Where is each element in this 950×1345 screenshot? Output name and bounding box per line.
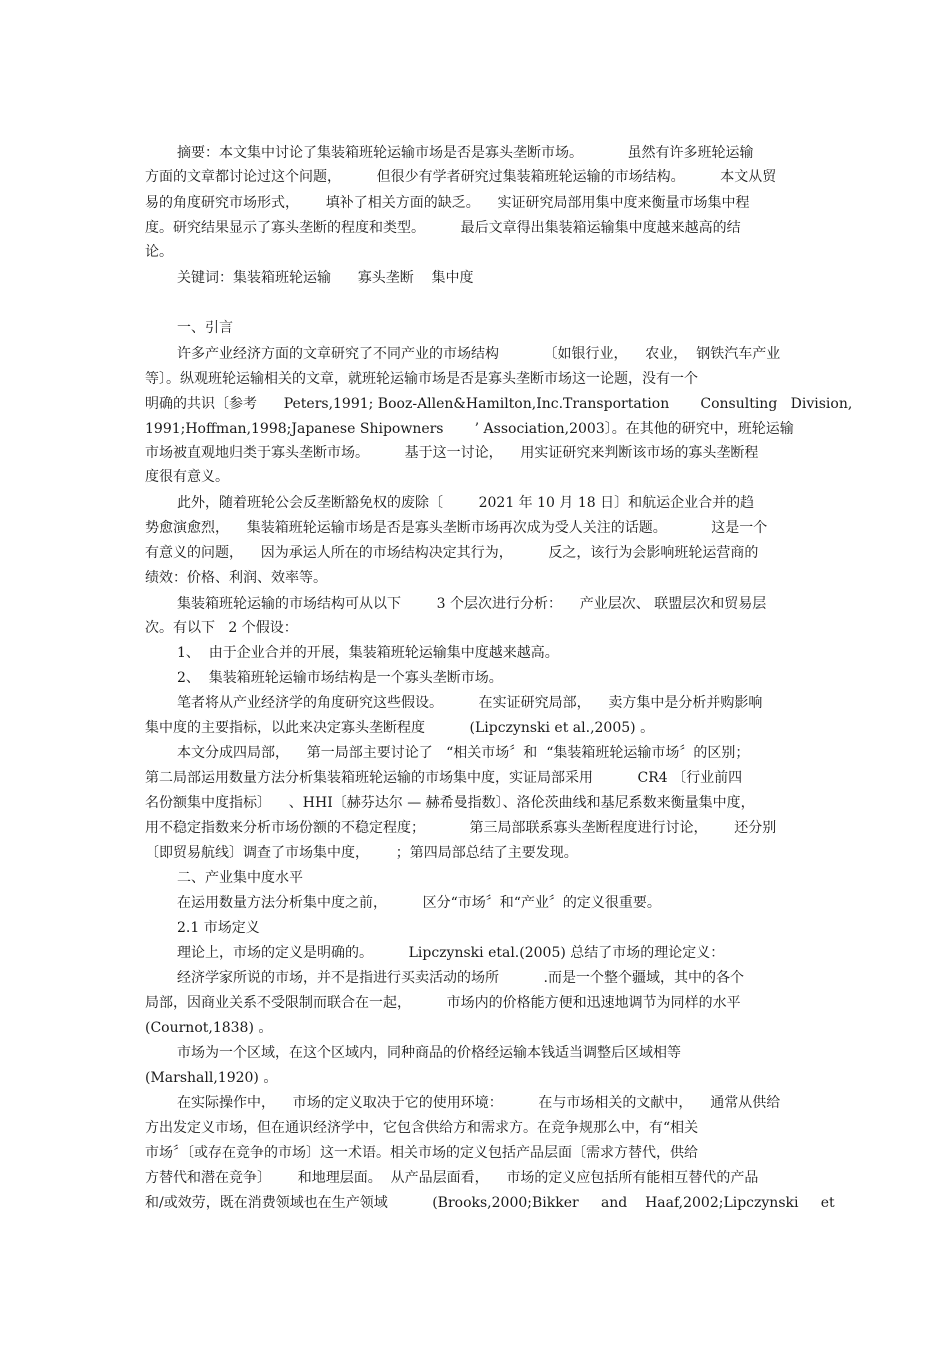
body-line: 第二局部运用数量方法分析集装箱班轮运输的市场集中度，实证局部采用 CR4 〔行业前四 (145, 770, 743, 786)
quote-line: (Marshall,1920) 。 (145, 1070, 278, 1086)
body-line: 和/或效劳，既在消费领域也在生产领域 (Brooks,2000;Bikker and Haaf,2002;Lipczynski et (145, 1195, 835, 1211)
quote-line: 经济学家所说的市场，并不是指进行买卖活动的场所 .而是一个整个疆域，其中的各个 (177, 970, 744, 986)
body-line: 集中度的主要指标，以此来决定寡头垄断程度 (Lipczynski et al.,2005) 。 (145, 720, 655, 736)
body-line: 〔即贸易航线〕调查了市场集中度， ；第四局部总结了主要发现。 (145, 845, 578, 861)
abstract-line: 论。 (145, 244, 173, 260)
body-line: 理论上，市场的定义是明确的。 Lipczynski etal.(2005) 总结了市场的理论定义： (177, 945, 725, 961)
body-line: 方出发定义市场，但在通识经济学中，它包含供给方和需求方。在竞争规那么中，有“相关 (145, 1120, 699, 1136)
quote-line: 市场为一个区域，在这个区域内，同种商品的价格经运输本钱适当调整后区域相等 (177, 1045, 681, 1061)
body-line: 市场被直观地归类于寡头垄断市场。 基于这一讨论， 用实证研究来判断该市场的寡头垄断程 (145, 445, 759, 461)
body-line: 明确的共识〔参考 Peters,1991; Booz-Allen&Hamilton,Inc.Transportation Consulting Division, (145, 396, 853, 412)
body-line: 绩效：价格、利润、效率等。 (145, 570, 327, 586)
list-item: 2、 集装箱班轮运输市场结构是一个寡头垄断市场。 (177, 670, 503, 686)
list-item: 1、 由于企业合并的开展，集装箱班轮运输集中度越来越高。 (177, 645, 559, 661)
body-line: 许多产业经济方面的文章研究了不同产业的市场结构 〔如银行业， 农业， 钢铁汽车产业 (177, 346, 781, 362)
body-line: 笔者将从产业经济学的角度研究这些假设。 在实证研究局部， 卖方集中是分析并购影响 (177, 695, 763, 711)
subsection-heading: 2.1 市场定义 (177, 920, 260, 936)
body-line: 名份额集中度指标〕 、HHI〔赫芬达尔 — 赫希曼指数〕、洛伦茨曲线和基尼系数来衡量集中度， (145, 795, 755, 811)
abstract-line: 方面的文章都讨论过这个问题， 但很少有学者研究过集装箱班轮运输的市场结构。 本文从贸 (145, 169, 777, 185)
quote-line: (Cournot,1838) 。 (145, 1020, 273, 1036)
section-heading: 一、引言 (177, 320, 233, 336)
body-line: 市场〞〔或存在竞争的市场〕这一术语。相关市场的定义包括产品层面〔需求方替代，供给 (145, 1145, 698, 1161)
abstract-line: 度。研究结果显示了寡头垄断的程度和类型。 最后文章得出集装箱运输集中度越来越高的结 (145, 220, 741, 236)
quote-line: 局部，因商业关系不受限制而联合在一起， 市场内的价格能方便和迅速地调节为同样的水平 (145, 995, 741, 1011)
body-line: 在实际操作中， 市场的定义取决于它的使用环境： 在与市场相关的文献中， 通常从供给 (177, 1095, 781, 1111)
section-heading: 二、产业集中度水平 (177, 870, 303, 886)
body-line: 用不稳定指数来分析市场份额的不稳定程度； 第三局部联系寡头垄断程度进行讨论， 还分别 (145, 820, 777, 836)
body-line: 集装箱班轮运输的市场结构可从以下 3 个层次进行分析： 产业层次、 联盟层次和贸易层 (177, 596, 767, 612)
body-line: 次。有以下 2 个假设： (145, 620, 298, 636)
body-line: 度很有意义。 (145, 469, 229, 485)
body-line: 方替代和潜在竞争〕 和地理层面。 从产品层面看， 市场的定义应包括所有能相互替代的产品 (145, 1170, 759, 1186)
body-line: 势愈演愈烈， 集装箱班轮运输市场是否是寡头垄断市场再次成为受人关注的话题。 这是一个 (145, 520, 768, 536)
body-line: 有意义的问题， 因为承运人所在的市场结构决定其行为， 反之，该行为会影响班轮运营商的 (145, 545, 759, 561)
body-line: 在运用数量方法分析集中度之前， 区分“市场〞和“产业〞的定义很重要。 (177, 895, 661, 911)
body-line: 本文分成四局部， 第一局部主要讨论了 “相关市场〞和 “集装箱班轮运输市场〞的区别； (177, 745, 750, 761)
body-line: 等〕。纵观班轮运输相关的文章，就班轮运输市场是否是寡头垄断市场这一论题，没有一个 (145, 371, 698, 387)
body-line: 1991;Hoffman,1998;Japanese Shipowners ’ Association,2003〕。在其他的研究中，班轮运输 (145, 421, 794, 437)
abstract-line: 摘要：本文集中讨论了集装箱班轮运输市场是否是寡头垄断市场。 虽然有许多班轮运输 (177, 145, 754, 161)
abstract-line: 易的角度研究市场形式， 填补了相关方面的缺乏。 实证研究局部用集中度来衡量市场集中程 (145, 195, 750, 211)
keywords-line: 关键词：集装箱班轮运输 寡头垄断 集中度 (177, 270, 474, 286)
body-line: 此外，随着班轮公会反垄断豁免权的废除〔 2021 年 10 月 18 日〕和航运企业合并的趋 (177, 495, 755, 511)
